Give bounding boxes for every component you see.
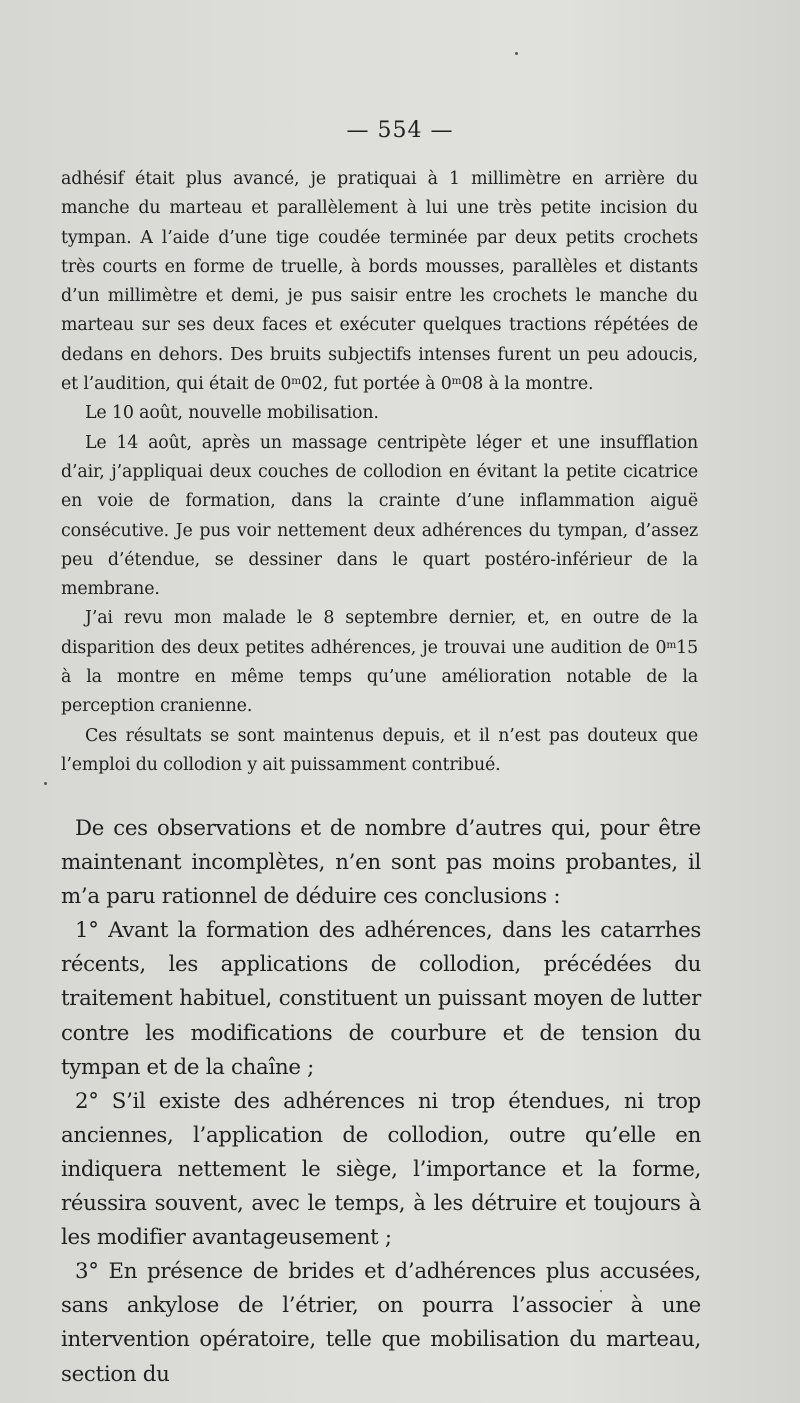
conclusion-1: 1° Avant la formation des adhérences, dans les catarrhes récents, les applications de collodion, précédées du traitement habituel, constituent un puissant moyen de lutter contre les modifications de courbure et de tension du tympan et de la chaîne ; bbox=[61, 918, 701, 1080]
case-report-text bbox=[61, 165, 698, 780]
paragraph-august-14: Le 14 août, après un massage centripète léger et une insufflation d’air, j’appliquai deux couches de collodion en évitant la petite cicatrice en voie de formation, dans la crainte d’une inflammation aiguë consécutive. Je pus voir nettement deux adhérences du tympan, d’assez peu d’étendue, se dessiner dans le quart postéro-inférieur de la membrane. bbox=[61, 432, 698, 600]
paragraph-results: Ces résultats se sont maintenus depuis, et il n’est pas douteux que l’emploi du collodion y ait puissamment contribué. bbox=[61, 725, 698, 775]
paragraph-incision bbox=[61, 165, 698, 399]
paragraph-september-text-1: J’ai revu mon malade le 8 septembre dernier, et, en outre de la disparition des deux petites adhérences, je trouvai une audition de 0 bbox=[61, 608, 698, 658]
metre-superscript: m bbox=[451, 374, 462, 387]
paragraph-august-10: Le 10 août, nouvelle mobilisation. bbox=[85, 403, 379, 424]
paper-speck bbox=[600, 1290, 602, 1292]
metre-superscript: m bbox=[666, 638, 677, 651]
paragraph-conclusions-intro: De ces observations et de nombre d’autres qui, pour être maintenant incomplètes, n’en sont pas moins probantes, il m’a paru rationnel de déduire ces conclusions : bbox=[61, 816, 701, 910]
paper-speck bbox=[515, 52, 518, 55]
metre-superscript: m bbox=[291, 374, 302, 387]
page-number: — 554 — bbox=[346, 118, 454, 143]
conclusion-3: 3° En présence de brides et d’adhérences plus accusées, sans ankylose de l’étrier, on pourra l’associer à une intervention opératoire, telle que mobilisation du marteau, section du bbox=[61, 1259, 701, 1387]
paper-speck bbox=[44, 782, 47, 785]
paragraph-september-text-2: 15 à la montre en même temps qu’une amélioration notable de la perception cranienne. bbox=[61, 637, 698, 717]
paragraph-incision-text-2: 02, fut portée à 0 bbox=[301, 374, 452, 395]
paragraph-september-8 bbox=[61, 604, 698, 721]
paragraph-incision-text-1: adhésif était plus avancé, je pratiquai à 1 millimètre en arrière du manche du marteau et parallèlement à lui une très petite incision du tympan. A l’aide d’une tige coudée terminée par deux petits crochets très courts en forme de truelle, à bords mousses, parallèles et distants d’un millimètre et demi, je pus saisir entre les crochets le manche du marteau sur ses deux faces et exécuter quelques tractions répétées de dedans en dehors. Des bruits subjectifs intenses furent un peu adoucis, et l’audition, qui était de 0 bbox=[61, 169, 698, 395]
conclusion-2: 2° S’il existe des adhérences ni trop étendues, ni trop anciennes, l’application de collodion, outre qu’elle en indiquera nettement le siège, l’importance et la forme, réussira souvent, avec le temps, à les détruire et toujours à les modifier avantageusement ; bbox=[61, 1088, 701, 1251]
paragraph-incision-text-3: 08 à la montre. bbox=[461, 374, 594, 395]
conclusions-text bbox=[61, 812, 701, 1392]
